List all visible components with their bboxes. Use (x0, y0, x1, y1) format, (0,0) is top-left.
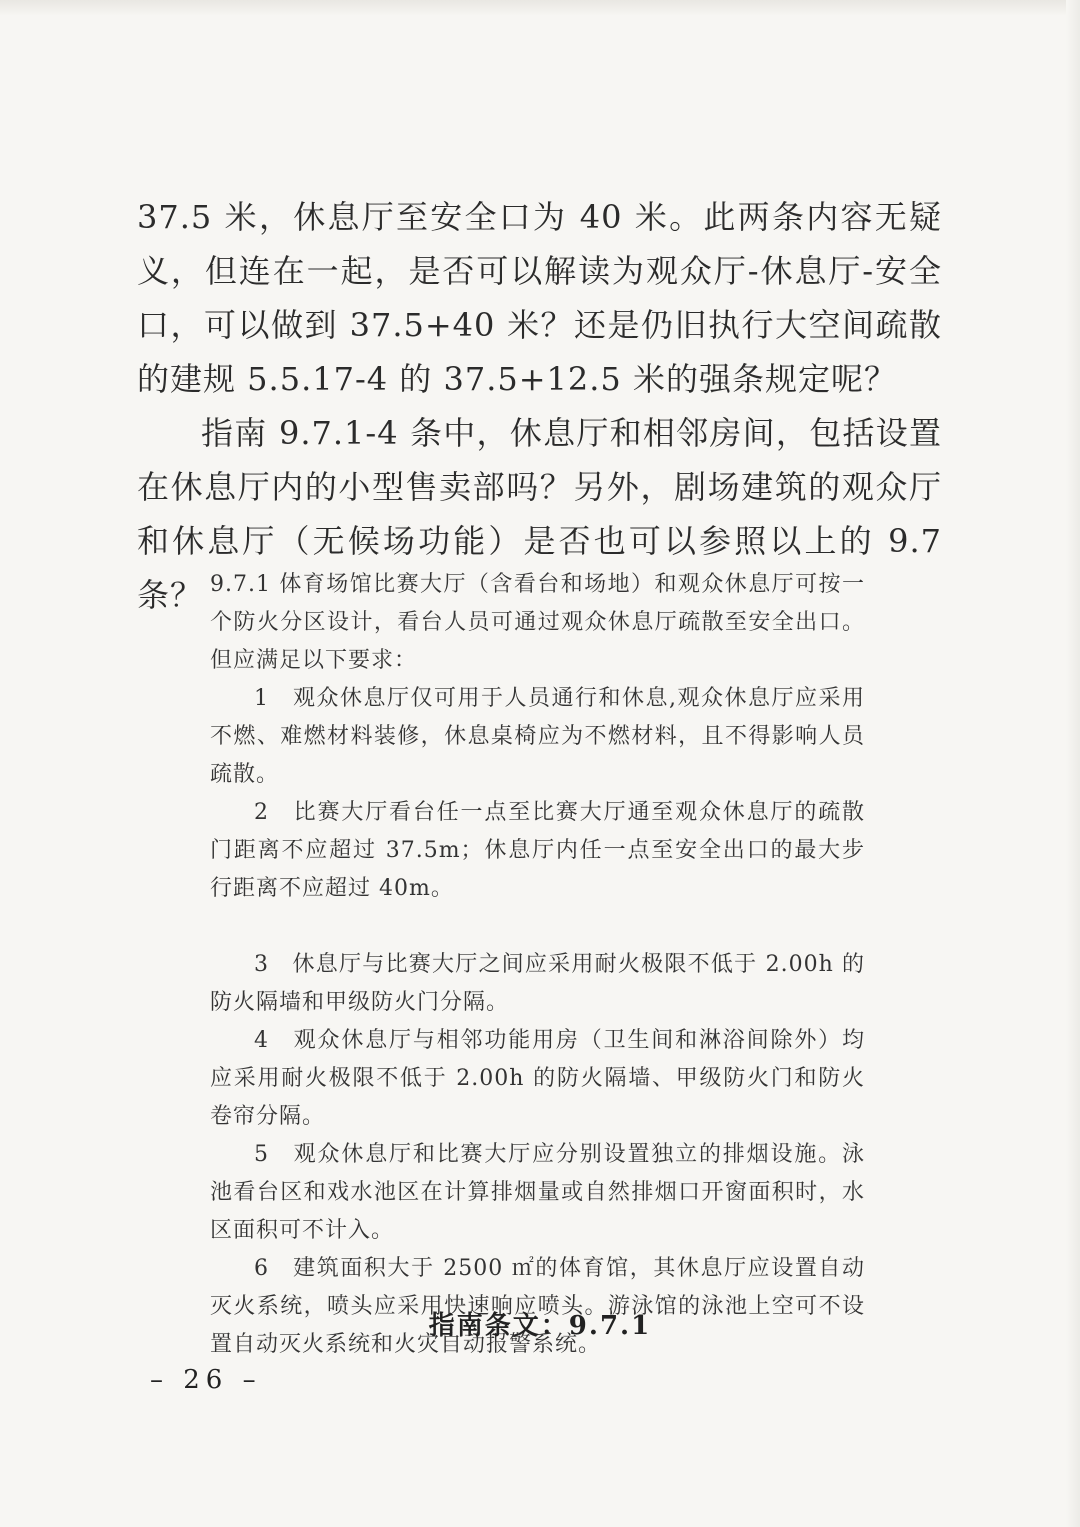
page-number: – 26 – (150, 1365, 262, 1395)
scan-edge-top (0, 0, 1080, 16)
question-paragraph-2: 指南 9.7.1-4 条中，休息厅和相邻房间，包括设置在休息厅内的小型售卖部吗？另外，剧场建筑的观众厅和休息厅（无候场功能）是否也可以参照以上的 9.7 条？ (137, 414, 942, 614)
clause-item-6: 6 建筑面积大于 2500 ㎡的体育馆，其休息厅应设置自动灭火系统，喷头应采用快速响应喷头。游泳馆的泳池上空可不设置自动灭火系统和火灾自动报警系统。 (210, 1256, 865, 1357)
clause-caption: 指南条文：9.7.1 (428, 1311, 652, 1341)
question-text (137, 190, 942, 622)
question-paragraph-1: 37.5 米，休息厅至安全口为 40 米。此两条内容无疑义，但连在一起，是否可以解读为观众厅-休息厅-安全口，可以做到 37.5+40 米？还是仍旧执行大空间疏散的建规 5.5.17-4 的 37.5+12.5 米的强条规定呢？ (137, 198, 942, 398)
clause-item-5: 5 观众休息厅和比赛大厅应分别设置独立的排烟设施。泳池看台区和戏水池区在计算排烟量或自然排烟口开窗面积时，水区面积可不计入。 (210, 1142, 865, 1243)
clause-item-1: 1 观众休息厅仅可用于人员通行和休息,观众休息厅应采用不燃、难燃材料装修，休息桌椅应为不燃材料，且不得影响人员疏散。 (210, 686, 865, 787)
clause-item-3: 3 休息厅与比赛大厅之间应采用耐火极限不低于 2.00h 的防火隔墙和甲级防火门分隔。 (210, 952, 865, 1015)
guideline-clause-excerpt (210, 566, 865, 1364)
clause-item-4: 4 观众休息厅与相邻功能用房（卫生间和淋浴间除外）均应采用耐火极限不低于 2.00h 的防火隔墙、甲级防火门和防火卷帘分隔。 (210, 1028, 865, 1129)
clause-heading: 9.7.1 体育场馆比赛大厅（含看台和场地）和观众休息厅可按一个防火分区设计，看台人员可通过观众休息厅疏散至安全出口。但应满足以下要求： (210, 572, 865, 673)
scan-edge-right (1066, 0, 1080, 1527)
clause-item-2: 2 比赛大厅看台任一点至比赛大厅通至观众休息厅的疏散门距离不应超过 37.5m；休息厅内任一点至安全出口的最大步行距离不应超过 40m。 (210, 800, 865, 901)
